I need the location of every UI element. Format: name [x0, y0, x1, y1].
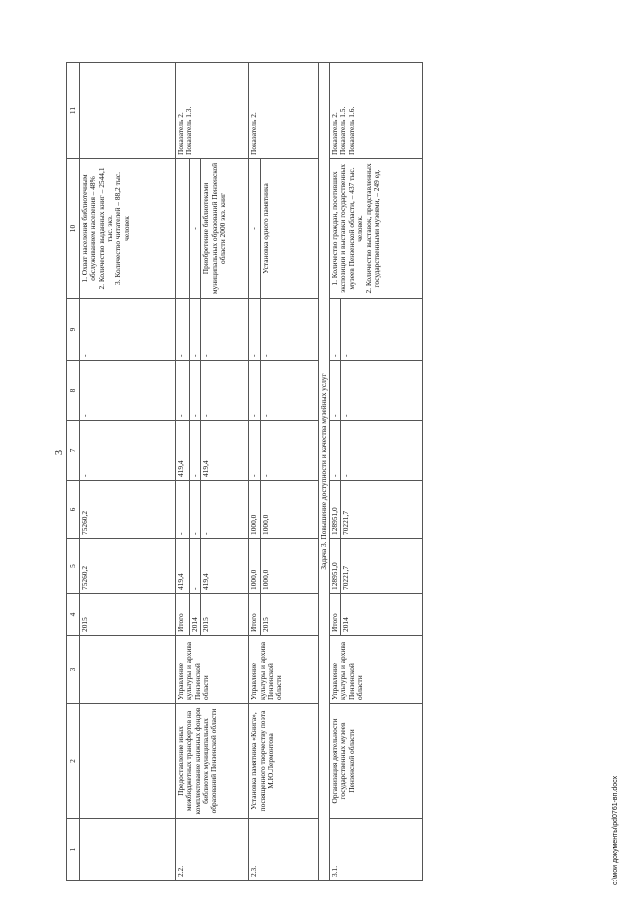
value-cell: 1000,0	[260, 481, 318, 539]
executor: Управление культуры и архива Пензенской области	[176, 636, 249, 704]
value-cell: -	[190, 421, 201, 481]
col-num: 2	[67, 704, 80, 819]
col-num: 11	[67, 63, 80, 159]
event-name: Установка памятника «Книга», посвященного творчеству поэта М.Ю.Лермонтова	[249, 704, 318, 819]
value-cell: -	[341, 421, 423, 481]
col-num: 4	[67, 594, 80, 636]
executor: Управление культуры и архива Пензенской области	[249, 636, 318, 704]
value-cell: -	[190, 539, 201, 594]
col-num: 1	[67, 819, 80, 881]
col-num: 8	[67, 361, 80, 421]
year-cell: 2015	[260, 594, 318, 636]
task-row	[318, 63, 329, 881]
value-cell: 75260,2	[80, 481, 176, 539]
table-row	[176, 63, 190, 881]
result-cell: 1. Количество граждан, посетивших экспозиции и выставки государственных музеев Пензенской области, – 437 тыс. человек. 2. Количество выставок, представленных государственными музеями, – 249 ед.	[330, 159, 423, 299]
value-cell: -	[190, 481, 201, 539]
page-number: 3	[54, 450, 65, 455]
year-cell: 2014	[190, 594, 201, 636]
year-cell: 2014	[341, 594, 423, 636]
task-title: Задача 3. Повышение доступности и качества музейных услуг	[318, 63, 329, 881]
indicator-cell: Показатель 2. Показатель 1.3.	[176, 63, 249, 159]
value-cell: 419,4	[201, 421, 249, 481]
value-cell: -	[249, 299, 260, 361]
value-cell: -	[176, 361, 190, 421]
program-table	[66, 62, 423, 881]
result-cell: 1. Охват населения библиотечным обслуживанием населения – 48% 2. Количество выданных книг – 2544,1 тыс. экз. 3. Количество читателей – 88,2 тыс. человек	[80, 159, 176, 299]
row-number: 2.3.	[249, 819, 318, 881]
value-cell: 1000,0	[260, 539, 318, 594]
value-cell: -	[249, 361, 260, 421]
col-num: 3	[67, 636, 80, 704]
value-cell: 419,4	[176, 539, 190, 594]
table-row	[80, 63, 176, 881]
value-cell: -	[330, 299, 341, 361]
value-cell: 75260,2	[80, 539, 176, 594]
value-cell: -	[330, 421, 341, 481]
value-cell: -	[201, 361, 249, 421]
value-cell: 128951,0	[330, 481, 341, 539]
value-cell: -	[201, 481, 249, 539]
col-num: 10	[67, 159, 80, 299]
col-num: 7	[67, 421, 80, 481]
year-cell: 2015	[201, 594, 249, 636]
value-cell: 128951,0	[330, 539, 341, 594]
value-cell: -	[341, 299, 423, 361]
value-cell: 70221,7	[341, 539, 423, 594]
value-cell: -	[341, 361, 423, 421]
result-cell: Установка одного памятника	[260, 159, 318, 299]
footer-file-path: c:\мои документы\pd0761-вп.docx	[612, 775, 619, 885]
value-cell: -	[80, 361, 176, 421]
total-label: Итого	[330, 594, 341, 636]
value-cell: 419,4	[176, 421, 190, 481]
executor: Управление культуры и архива Пензенской области	[330, 636, 423, 704]
value-cell: -	[201, 299, 249, 361]
value-cell: 1000,0	[249, 539, 260, 594]
total-label: Итого	[249, 594, 260, 636]
value-cell: -	[260, 361, 318, 421]
indicator-cell: Показатель 2.	[249, 63, 318, 159]
result-cell: Приобретение библиотеками муниципальных образований Пензенской области 2000 экз. книг	[201, 159, 249, 299]
col-num: 6	[67, 481, 80, 539]
row-number: 3.1.	[330, 819, 423, 881]
column-number-row	[67, 63, 80, 881]
value-cell: -	[330, 361, 341, 421]
year-cell: 2015	[80, 594, 176, 636]
total-label: Итого	[176, 594, 190, 636]
value-cell: -	[190, 361, 201, 421]
value-cell: -	[260, 421, 318, 481]
value-cell: 70221,7	[341, 481, 423, 539]
event-name: Организация деятельности государственных музеев Пензенской области	[330, 704, 423, 819]
value-cell: -	[190, 299, 201, 361]
value-cell: -	[176, 299, 190, 361]
result-cell: -	[249, 159, 260, 299]
value-cell: -	[249, 421, 260, 481]
value-cell: -	[80, 421, 176, 481]
value-cell: -	[260, 299, 318, 361]
value-cell: -	[80, 299, 176, 361]
col-num: 9	[67, 299, 80, 361]
table-row	[249, 63, 260, 881]
event-name: Предоставление иных межбюджетных трансфертов на комплектование книжных фондов библиотек муниципальных образований Пензенской области	[176, 704, 249, 819]
indicator-cell: Показатель 2. Показатель 1.5. Показатель 1.6.	[330, 63, 423, 159]
row-number: 2.2.	[176, 819, 249, 881]
value-cell: 419,4	[201, 539, 249, 594]
col-num: 5	[67, 539, 80, 594]
value-cell: -	[176, 481, 190, 539]
value-cell: 1000,0	[249, 481, 260, 539]
table-row	[330, 63, 341, 881]
result-cell: -	[190, 159, 201, 299]
